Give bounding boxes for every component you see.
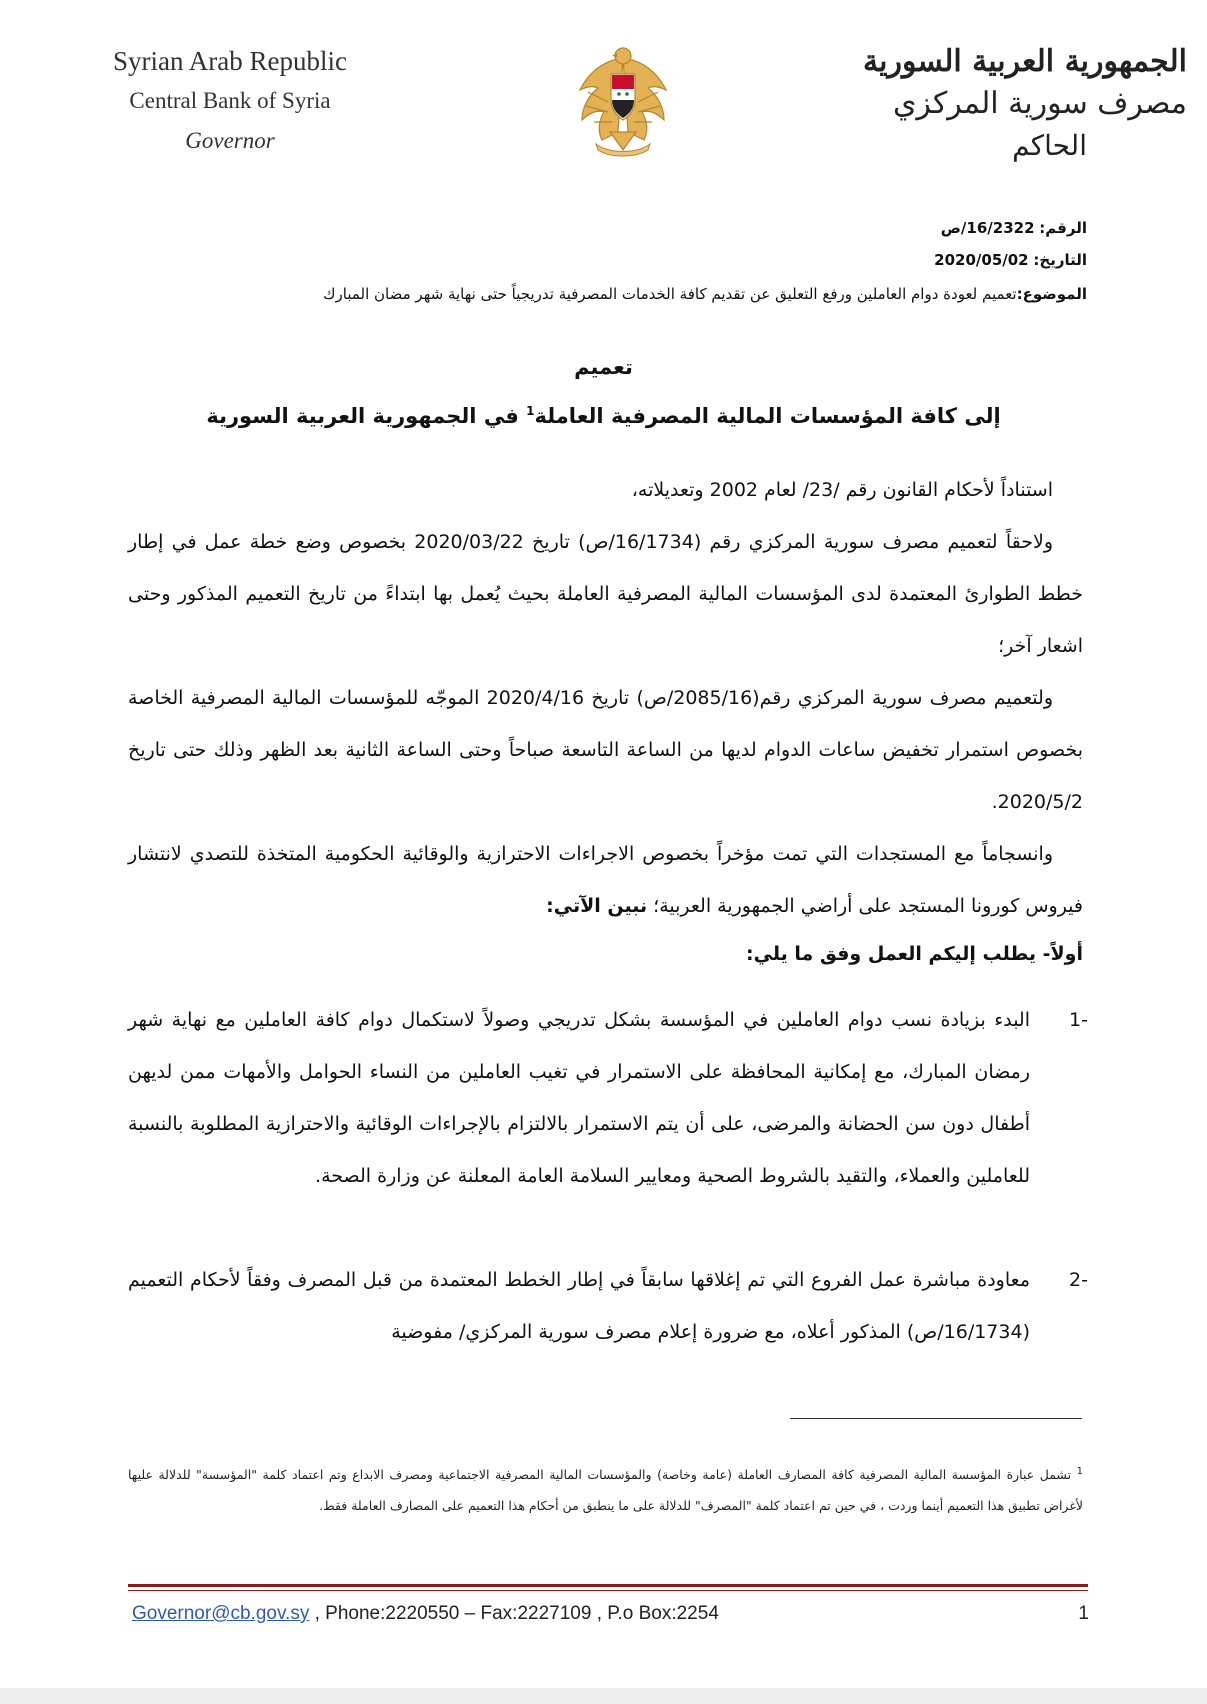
paragraph-covid-text: وانسجاماً مع المستجدات التي تمت مؤخراً بخصوص الاجراءات الاحترازية والوقائية الحكومية المتخذة للتصدي لانتشار فيروس كورونا المستجد على أراضي الجمهورية العربية؛ bbox=[128, 843, 1083, 917]
footnote-separator bbox=[790, 1418, 1082, 1419]
paragraph-legal-basis: استناداً لأحكام القانون رقم /23/ لعام 2002 وتعديلاته، bbox=[631, 479, 1053, 501]
reference-date-label: التاريخ: bbox=[1033, 251, 1087, 269]
syrian-eagle-emblem-icon bbox=[568, 40, 678, 160]
paragraph-covid-bold: نبين الآتي: bbox=[546, 895, 648, 917]
footer-rule-thin bbox=[128, 1590, 1088, 1591]
reference-date-value: 2020/05/02 bbox=[934, 251, 1029, 269]
body-text bbox=[128, 464, 1083, 976]
scan-bottom-band bbox=[0, 1688, 1207, 1704]
reference-number-value: 16/2322/ص bbox=[940, 219, 1035, 237]
letterhead-office-ar: الحاكم bbox=[1012, 129, 1087, 162]
reference-number bbox=[187, 218, 1087, 238]
circular-addressee bbox=[0, 396, 1207, 431]
reference-subject-label: الموضوع: bbox=[1016, 285, 1087, 303]
footer-contact-details: , Phone:2220550 – Fax:2227109 , P.o Box:2254 bbox=[309, 1603, 719, 1624]
footnote bbox=[128, 1456, 1083, 1521]
letterhead-bank-en: Central Bank of Syria bbox=[129, 88, 331, 113]
letterhead-english bbox=[60, 44, 400, 158]
reference-date bbox=[187, 250, 1087, 270]
reference-number-label: الرقم: bbox=[1039, 219, 1087, 237]
letterhead-country-en: Syrian Arab Republic bbox=[113, 46, 347, 76]
circular-title: تعميم bbox=[574, 355, 633, 379]
paragraph-covid-context bbox=[128, 828, 1083, 932]
footnote-ref-marker: 1 bbox=[526, 404, 535, 418]
list-item-text: البدء بزيادة نسب دوام العاملين في المؤسسة بشكل تدريجي وصولاً لاستكمال دوام كافة العاملين مع نهاية شهر رمضان المبارك، مع إمكانية المحافظة على الاستمرار في تغيب العاملين من النساء الحوامل والأمهات ممن لديهن أطفال دون سن الحضانة والمرضى، على أن يتم الاستمرار بالالتزام بالإجراءات الوقائية والاحترازية المطلوبة بالنسبة للعاملين والعملاء، والتقيد بالشروط الصحية ومعايير السلامة العامة المعلنة عن وزارة الصحة. bbox=[128, 1009, 1030, 1187]
letterhead-arabic bbox=[847, 42, 1187, 166]
footnote-marker: 1 bbox=[1076, 1466, 1083, 1477]
list-item-1 bbox=[128, 994, 1088, 1202]
footer-rule-thick bbox=[128, 1584, 1088, 1587]
letterhead-country-ar: الجمهورية العربية السورية bbox=[863, 44, 1187, 79]
addressee-text: إلى كافة المؤسسات المالية المصرفية العاملة bbox=[534, 404, 1001, 428]
section-heading-first: أولاً- يطلب إليكم العمل وفق ما يلي: bbox=[746, 943, 1083, 965]
reference-subject-value: تعميم لعودة دوام العاملين ورفع التعليق عن تقديم كافة الخدمات المصرفية تدريجياً حتى نهاية شهر مضان المبارك bbox=[323, 285, 1017, 303]
addressee-text-end: في الجمهورية العربية السورية bbox=[206, 404, 527, 428]
page-number: 1 bbox=[1078, 1603, 1089, 1624]
list-item-number: -1 bbox=[1069, 1009, 1088, 1031]
letterhead-office-en: Governor bbox=[185, 128, 275, 153]
list-item-number: -2 bbox=[1069, 1269, 1088, 1291]
reference-subject bbox=[127, 284, 1087, 304]
list-item-text: معاودة مباشرة عمل الفروع التي تم إغلاقها سابقاً في إطار الخطط المعتمدة من قبل المصرف وفقاً لأحكام التعميم (16/1734/ص) المذكور أعلاه، مع ضرورة إعلام مصرف سورية المركزي/ مفوضية bbox=[128, 1269, 1030, 1343]
footnote-text: تشمل عبارة المؤسسة المالية المصرفية كافة المصارف العاملة (عامة وخاصة) والمؤسسات المالية المصرفية الاجتماعية ومصرف الابداع وتم اعتماد كلمة "المؤسسة" للدلالة عليها لأغراض تطبيق هذا التعميم أينما وردت ، في حين تم اعتماد كلمة "المصرف" للدلالة على ما ينطبق من أحكام هذا التعميم على المصارف العاملة فقط. bbox=[128, 1467, 1083, 1514]
paragraph-previous-circular-1: ولاحقاً لتعميم مصرف سورية المركزي رقم (16/1734/ص) تاريخ 2020/03/22 بخصوص وضع خطة عمل في إطار خطط الطوارئ المعتمدة لدى المؤسسات المالية المصرفية العاملة بحيث يُعمل بها ابتداءً من تاريخ التعميم المذكور وحتى اشعار آخر؛ bbox=[128, 531, 1083, 657]
letterhead-bank-ar: مصرف سورية المركزي bbox=[892, 86, 1187, 121]
governor-email-link[interactable]: Governor@cb.gov.sy bbox=[132, 1603, 310, 1624]
footer-contact bbox=[132, 1600, 719, 1628]
paragraph-previous-circular-2: ولتعميم مصرف سورية المركزي رقم(2085/16/ص) تاريخ 2020/4/16 الموجّه للمؤسسات المالية المصرفية الخاصة بخصوص استمرار تخفيض ساعات الدوام لديها من الساعة التاسعة صباحاً وحتى الساعة الثانية بعد الظهر وذلك حتى تاريخ 2020/5/2. bbox=[128, 687, 1083, 813]
list-item-2 bbox=[128, 1254, 1088, 1358]
